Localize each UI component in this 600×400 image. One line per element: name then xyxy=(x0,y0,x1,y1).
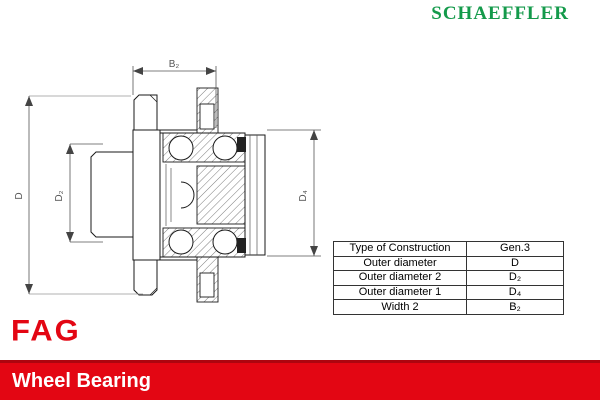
hub-flange xyxy=(91,95,160,295)
table-row xyxy=(334,256,564,271)
schaeffler-logo: SCHAEFFLER xyxy=(431,3,569,24)
table-row xyxy=(334,300,564,315)
dim-label-d: D xyxy=(14,192,25,200)
spec-value: Gen.3 xyxy=(467,242,564,257)
spec-label: Outer diameter 2 xyxy=(334,271,467,286)
spec-value: D₄ xyxy=(467,285,564,300)
footer-bar xyxy=(0,360,600,400)
spec-value: B₂ xyxy=(467,300,564,315)
spec-label: Type of Construction xyxy=(334,242,467,257)
dim-label-d2: D₂ xyxy=(54,190,65,202)
fag-logo: FAG xyxy=(11,314,81,348)
spec-table xyxy=(333,241,564,315)
technical-drawing xyxy=(0,50,340,312)
spec-label: Width 2 xyxy=(334,300,467,315)
spec-value: D xyxy=(467,256,564,271)
table-row xyxy=(334,271,564,286)
table-row xyxy=(334,242,564,257)
dim-label-b2: B₂ xyxy=(168,59,180,70)
spec-label: Outer diameter xyxy=(334,256,467,271)
dimension-outer-diameter-1 xyxy=(267,130,321,256)
spec-value: D₂ xyxy=(467,271,564,286)
spec-label: Outer diameter 1 xyxy=(334,285,467,300)
table-row xyxy=(334,285,564,300)
dim-label-d4: D₄ xyxy=(298,190,309,202)
page-title: Wheel Bearing xyxy=(12,370,151,392)
